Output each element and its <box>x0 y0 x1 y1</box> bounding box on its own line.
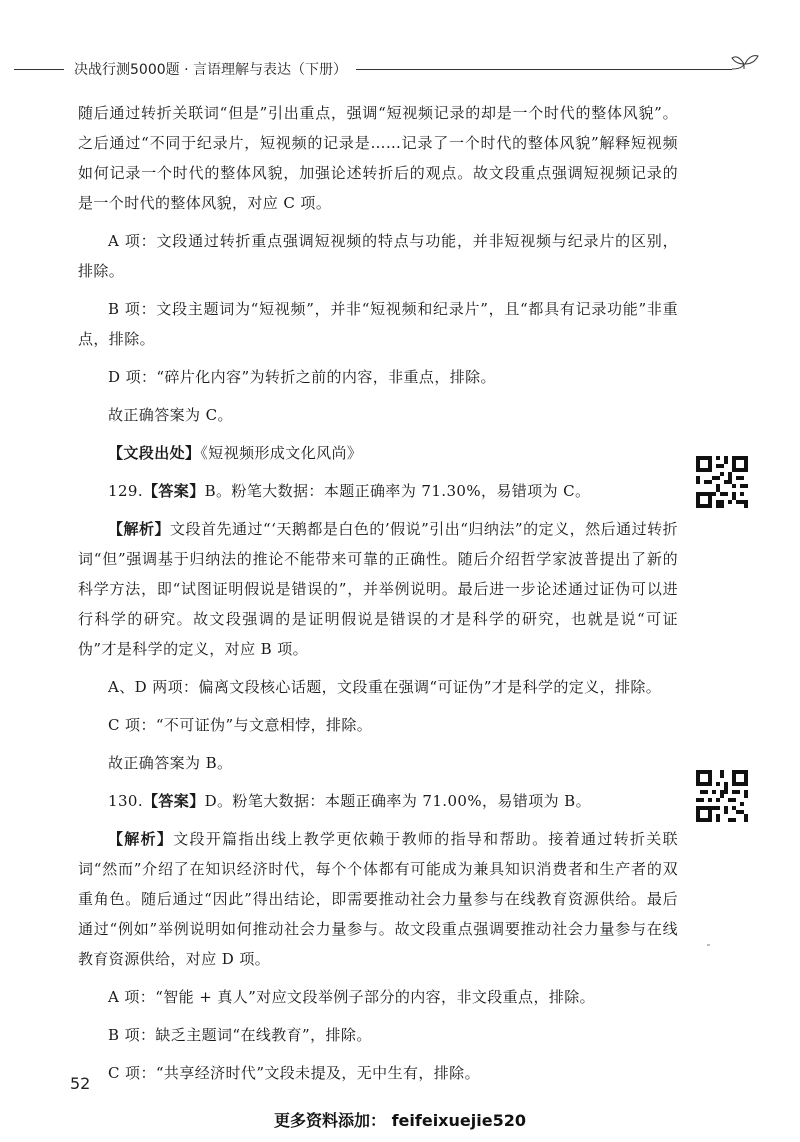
page-number: 52 <box>70 1074 91 1093</box>
paragraph: A 项：文段通过转折重点强调短视频的特点与功能，并非短视频与纪录片的区别，排除。 <box>78 232 678 280</box>
analysis-text: 文段首先通过“‘天鹅都是白色的’假说”引出“归纳法”的定义，然后通过转折词“但”强调基于归纳法的推论不能带来可靠的正确性。随后介绍哲学家波普提出了新的科学方法，即“试图证明假说是错误的”，并举例说明。最后进一步论述通过证伪可以进行科学的研究。故文段强调的是证明假说是错误的才是科学的研究，也就是说“可证伪”才是科学的定义，对应 B 项。 <box>78 520 678 658</box>
source-text: 《短视频形成文化风尚》 <box>200 444 363 462</box>
answer-tag: 【答案】 <box>143 482 205 500</box>
paragraph: B 项：文段主题词为“短视频”，并非“短视频和纪录片”，且“都具有记录功能”非重点，排除。 <box>78 300 678 348</box>
paragraph: A 项：“智能 + 真人”对应文段举例子部分的内容，非文段重点，排除。 <box>108 988 596 1006</box>
answer-text: B。粉笔大数据：本题正确率为 71.30%，易错项为 C。 <box>204 482 591 500</box>
analysis-text: 文段开篇指出线上教学更依赖于教师的指导和帮助。接着通过转折关联词“然而”介绍了在知识经济时代，每个个体都有可能成为兼具知识消费者和生产者的双重角色。随后通过“因此”得出结论，即需要推动社会力量参与在线教育资源供给。最后通过“例如”举例说明如何推动社会力量参与。故文段重点强调要推动社会力量参与在线教育资源供给，对应 D 项。 <box>78 830 678 968</box>
answer-paragraph <box>78 476 678 506</box>
page-body <box>78 98 678 1096</box>
paragraph: A、D 两项：偏离文段核心话题，文段重在强调“可证伪”才是科学的定义，排除。 <box>108 678 662 696</box>
paragraph: C 项：“共享经济时代”文段未提及，无中生有，排除。 <box>108 1064 480 1082</box>
header-title: 决战行测5000题 · 言语理解与表达（下册） <box>74 62 347 78</box>
header-rule-left <box>14 69 64 70</box>
source-paragraph <box>78 438 678 468</box>
answer-paragraph <box>78 786 678 816</box>
sprout-icon <box>728 52 762 86</box>
header-rule-right <box>356 69 732 70</box>
paragraph: 故正确答案为 C。 <box>108 406 233 424</box>
paragraph: 随后通过转折关联词“但是”引出重点，强调“短视频记录的却是一个时代的整体风貌”。之后通过“不同于纪录片，短视频的记录是……记录了一个时代的整体风貌”解释短视频如何记录一个时代的整体风貌，加强论述转折后的观点。故文段重点强调短视频记录的是一个时代的整体风貌，对应 C 项。 <box>78 104 678 212</box>
analysis-tag: 【解析】 <box>108 520 170 538</box>
question-number: 130. <box>108 792 143 810</box>
qr-code-icon[interactable] <box>696 456 748 508</box>
footer-note: 更多资料添加： feifeixuejie520 <box>274 1111 526 1130</box>
paragraph: C 项：“不可证伪”与文意相悖，排除。 <box>108 716 373 734</box>
qr-code-icon[interactable] <box>696 770 748 822</box>
paragraph: 故正确答案为 B。 <box>108 754 233 772</box>
paragraph: B 项：缺乏主题词“在线教育”，排除。 <box>108 1026 372 1044</box>
answer-text: D。粉笔大数据：本题正确率为 71.00%，易错项为 B。 <box>204 792 591 810</box>
answer-tag: 【答案】 <box>143 792 205 810</box>
source-tag: 【文段出处】 <box>108 444 201 462</box>
paragraph: D 项：“碎片化内容”为转折之前的内容，非重点，排除。 <box>108 368 496 386</box>
margin-mark <box>707 944 710 946</box>
analysis-tag: 【解析】 <box>108 830 174 848</box>
analysis-paragraph <box>78 514 678 664</box>
running-header <box>0 52 800 82</box>
question-number: 129. <box>108 482 143 500</box>
analysis-paragraph <box>78 824 678 974</box>
